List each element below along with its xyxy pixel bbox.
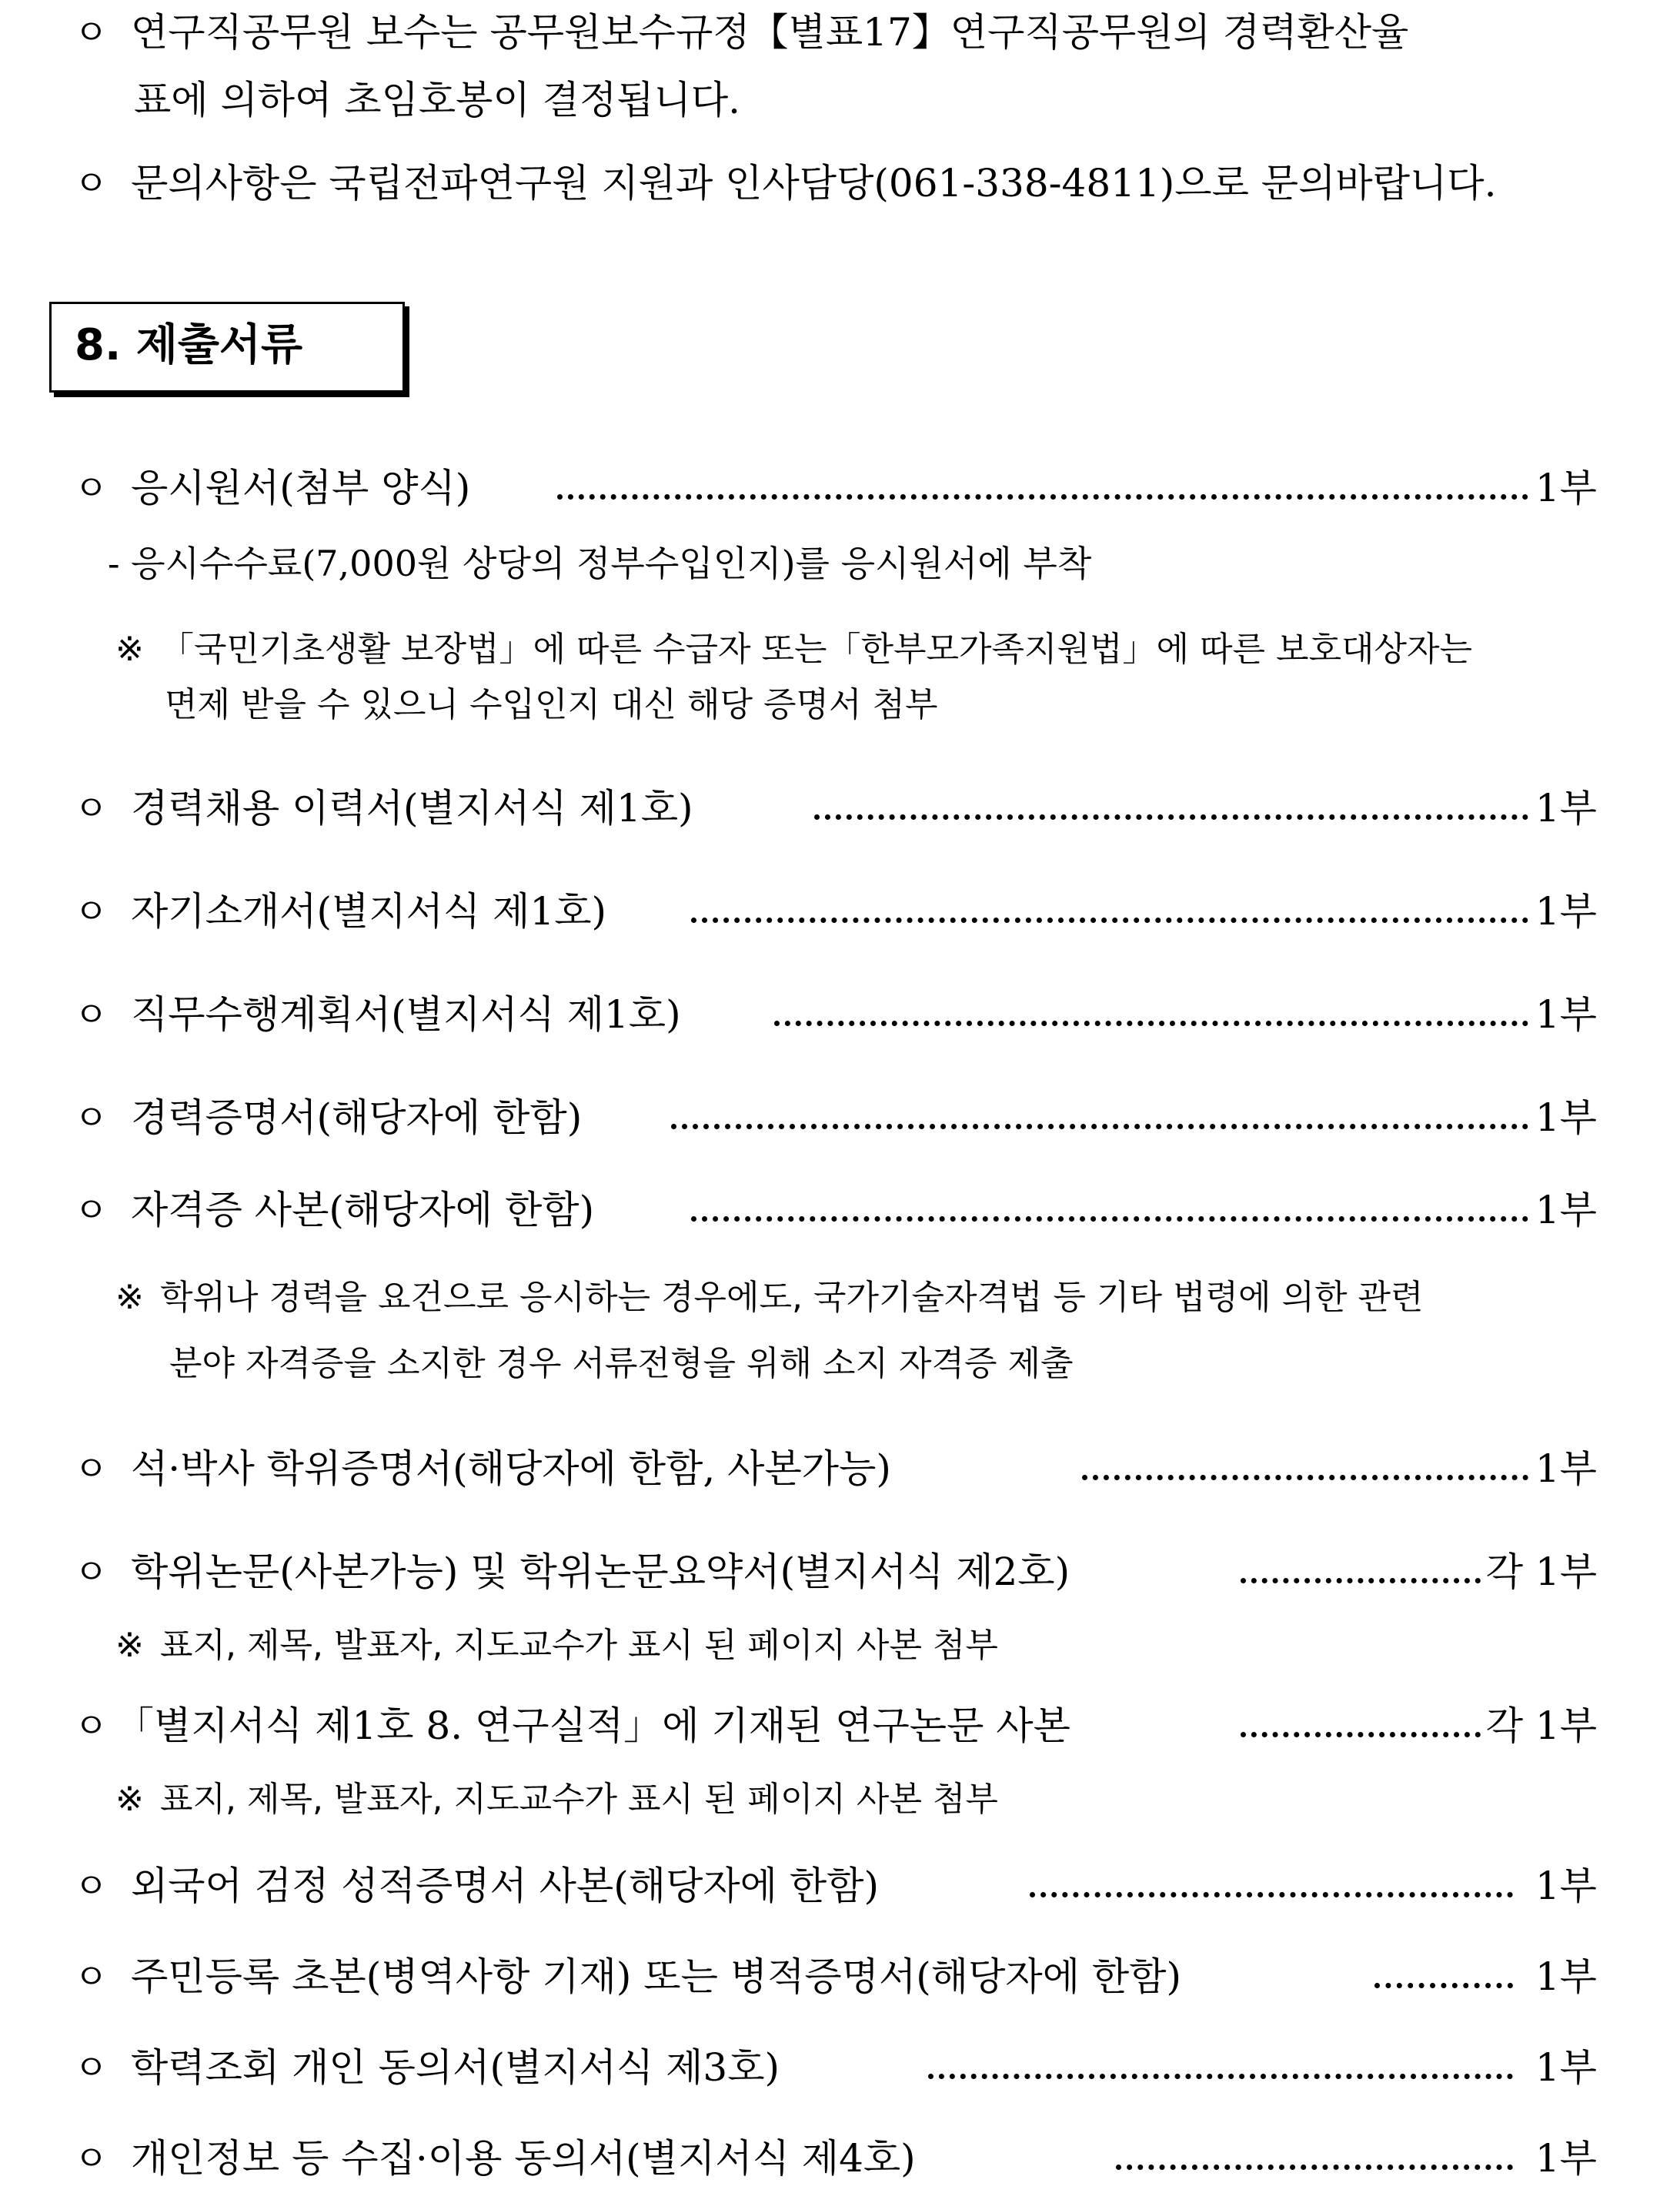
bullet-marker: ㅇ: [74, 2138, 109, 2179]
leader-dots: [928, 2074, 1513, 2079]
document-label: 직무수행계획서(별지서식 제1호): [131, 992, 681, 1037]
document-label: 경력증명서(해당자에 한함): [131, 1095, 583, 1140]
fee-exempt-line1: 「국민기초생활 보장법」에 따른 수급자 또는「한부모가족지원법」에 따른 보호대상자는: [160, 630, 1473, 669]
reference-mark: ※: [115, 1780, 144, 1819]
document-label: 경력채용 이력서(별지서식 제1호): [131, 786, 693, 831]
document-row: [0, 784, 1680, 833]
document-quantity: 1부: [1535, 786, 1597, 831]
bullet-marker: ㅇ: [74, 162, 109, 204]
document-quantity: 1부: [1535, 992, 1597, 1037]
document-row: [0, 887, 1680, 936]
bullet-marker: ㅇ: [74, 1956, 109, 1997]
document-row: [0, 1861, 1680, 1911]
leader-dots: [691, 918, 1528, 923]
document-quantity: 1부: [1535, 1095, 1597, 1140]
document-label: 학력조회 개인 동의서(별지서식 제3호): [131, 2045, 780, 2090]
intro-salary-line1: 연구직공무원 보수는 공무원보수규정【별표17】연구직공무원의 경력환산율: [131, 10, 1409, 55]
document-quantity: 1부: [1535, 1864, 1597, 1908]
document-row: [0, 1701, 1680, 1750]
leader-dots: [1116, 2165, 1513, 2170]
document-row: [0, 1444, 1680, 1493]
document-quantity: 각 1부: [1485, 1549, 1597, 1594]
document-quantity: 1부: [1535, 2136, 1597, 2181]
document-label: 외국어 검정 성적증명서 사본(해당자에 한함): [131, 1864, 879, 1908]
leader-dots: [691, 1216, 1528, 1222]
leader-dots: [671, 1124, 1528, 1129]
bullet-marker: ㅇ: [74, 2047, 109, 2088]
document-row: [0, 2134, 1680, 2183]
reference-mark: ※: [115, 1626, 144, 1665]
research-paper-note-text: 표지, 제목, 발표자, 지도교수가 표시 된 페이지 사본 첨부: [160, 1780, 998, 1819]
document-row: [0, 1952, 1680, 2001]
document-quantity: 1부: [1535, 466, 1597, 510]
document-label: 개인정보 등 수집·이용 동의서(별지서식 제4호): [131, 2136, 916, 2181]
document-label: 주민등록 초본(병역사항 기재) 또는 병적증명서(해당자에 한함): [131, 1954, 1181, 1999]
document-row: [0, 1547, 1680, 1596]
leader-dots: [1374, 1983, 1513, 1988]
bullet-marker: ㅇ: [74, 1097, 109, 1138]
bullet-marker: ㅇ: [74, 994, 109, 1035]
section-title: 8. 제출서류: [75, 320, 303, 370]
bullet-marker: ㅇ: [74, 1448, 109, 1489]
certificate-note-line1: 학위나 경력을 요건으로 응시하는 경우에도, 국가기술자격법 등 기타 법령에 의한 관련: [160, 1278, 1424, 1317]
bullet-marker: ㅇ: [74, 891, 109, 932]
reference-mark: ※: [115, 630, 144, 669]
bullet-marker: ㅇ: [74, 12, 109, 53]
document-label: 자격증 사본(해당자에 한함): [131, 1188, 595, 1232]
leader-dots: [814, 814, 1528, 820]
document-label: 「별지서식 제1호 8. 연구실적」에 기재된 연구논문 사본: [115, 1703, 1070, 1748]
document-label: 석·박사 학위증명서(해당자에 한함, 사본가능): [131, 1446, 891, 1491]
document-quantity: 1부: [1535, 889, 1597, 934]
document-label: 응시원서(첨부 양식): [131, 466, 471, 510]
intro-inquiry-text: 문의사항은 국립전파연구원 지원과 인사담당(061-338-4811)으로 문의바랍니다.: [131, 161, 1497, 206]
bullet-marker: ㅇ: [74, 467, 109, 509]
leader-dots: [1241, 1578, 1481, 1583]
bullet-marker: ㅇ: [74, 1705, 109, 1747]
leader-dots: [1082, 1475, 1528, 1480]
leader-dots: [557, 494, 1528, 500]
reference-mark: ※: [115, 1278, 144, 1317]
fee-exempt-line2: 면제 받을 수 있으니 수입인지 대신 해당 증명서 첨부: [165, 685, 938, 724]
document-row: [0, 990, 1680, 1039]
document-label: 자기소개서(별지서식 제1호): [131, 889, 607, 934]
document-label: 학위논문(사본가능) 및 학위논문요약서(별지서식 제2호): [131, 1549, 1070, 1594]
leader-dots: [1030, 1892, 1513, 1897]
bullet-marker: ㅇ: [74, 1865, 109, 1907]
section-header-box: [49, 302, 405, 393]
thesis-note-text: 표지, 제목, 발표자, 지도교수가 표시 된 페이지 사본 첨부: [160, 1626, 998, 1665]
intro-salary-line2: 표에 의하여 초임호봉이 결정됩니다.: [134, 78, 741, 122]
document-row: [0, 463, 1680, 513]
leader-dots: [774, 1021, 1528, 1026]
leader-dots: [1241, 1732, 1481, 1737]
fee-note: - 응시수수료(7,000원 상당의 정부수입인지)를 응시원서에 부착: [108, 543, 1092, 584]
document-quantity: 1부: [1535, 1446, 1597, 1491]
document-quantity: 1부: [1535, 1954, 1597, 1999]
document-row: [0, 1093, 1680, 1142]
document-row: [0, 2043, 1680, 2092]
bullet-marker: ㅇ: [74, 1551, 109, 1593]
certificate-note-line2: 분야 자격증을 소지한 경우 서류전형을 위해 소지 자격증 제출: [169, 1344, 1074, 1383]
document-row: [0, 1185, 1680, 1235]
document-quantity: 1부: [1535, 2045, 1597, 2090]
bullet-marker: ㅇ: [74, 787, 109, 829]
bullet-marker: ㅇ: [74, 1189, 109, 1231]
document-quantity: 각 1부: [1485, 1703, 1597, 1748]
document-quantity: 1부: [1535, 1188, 1597, 1232]
